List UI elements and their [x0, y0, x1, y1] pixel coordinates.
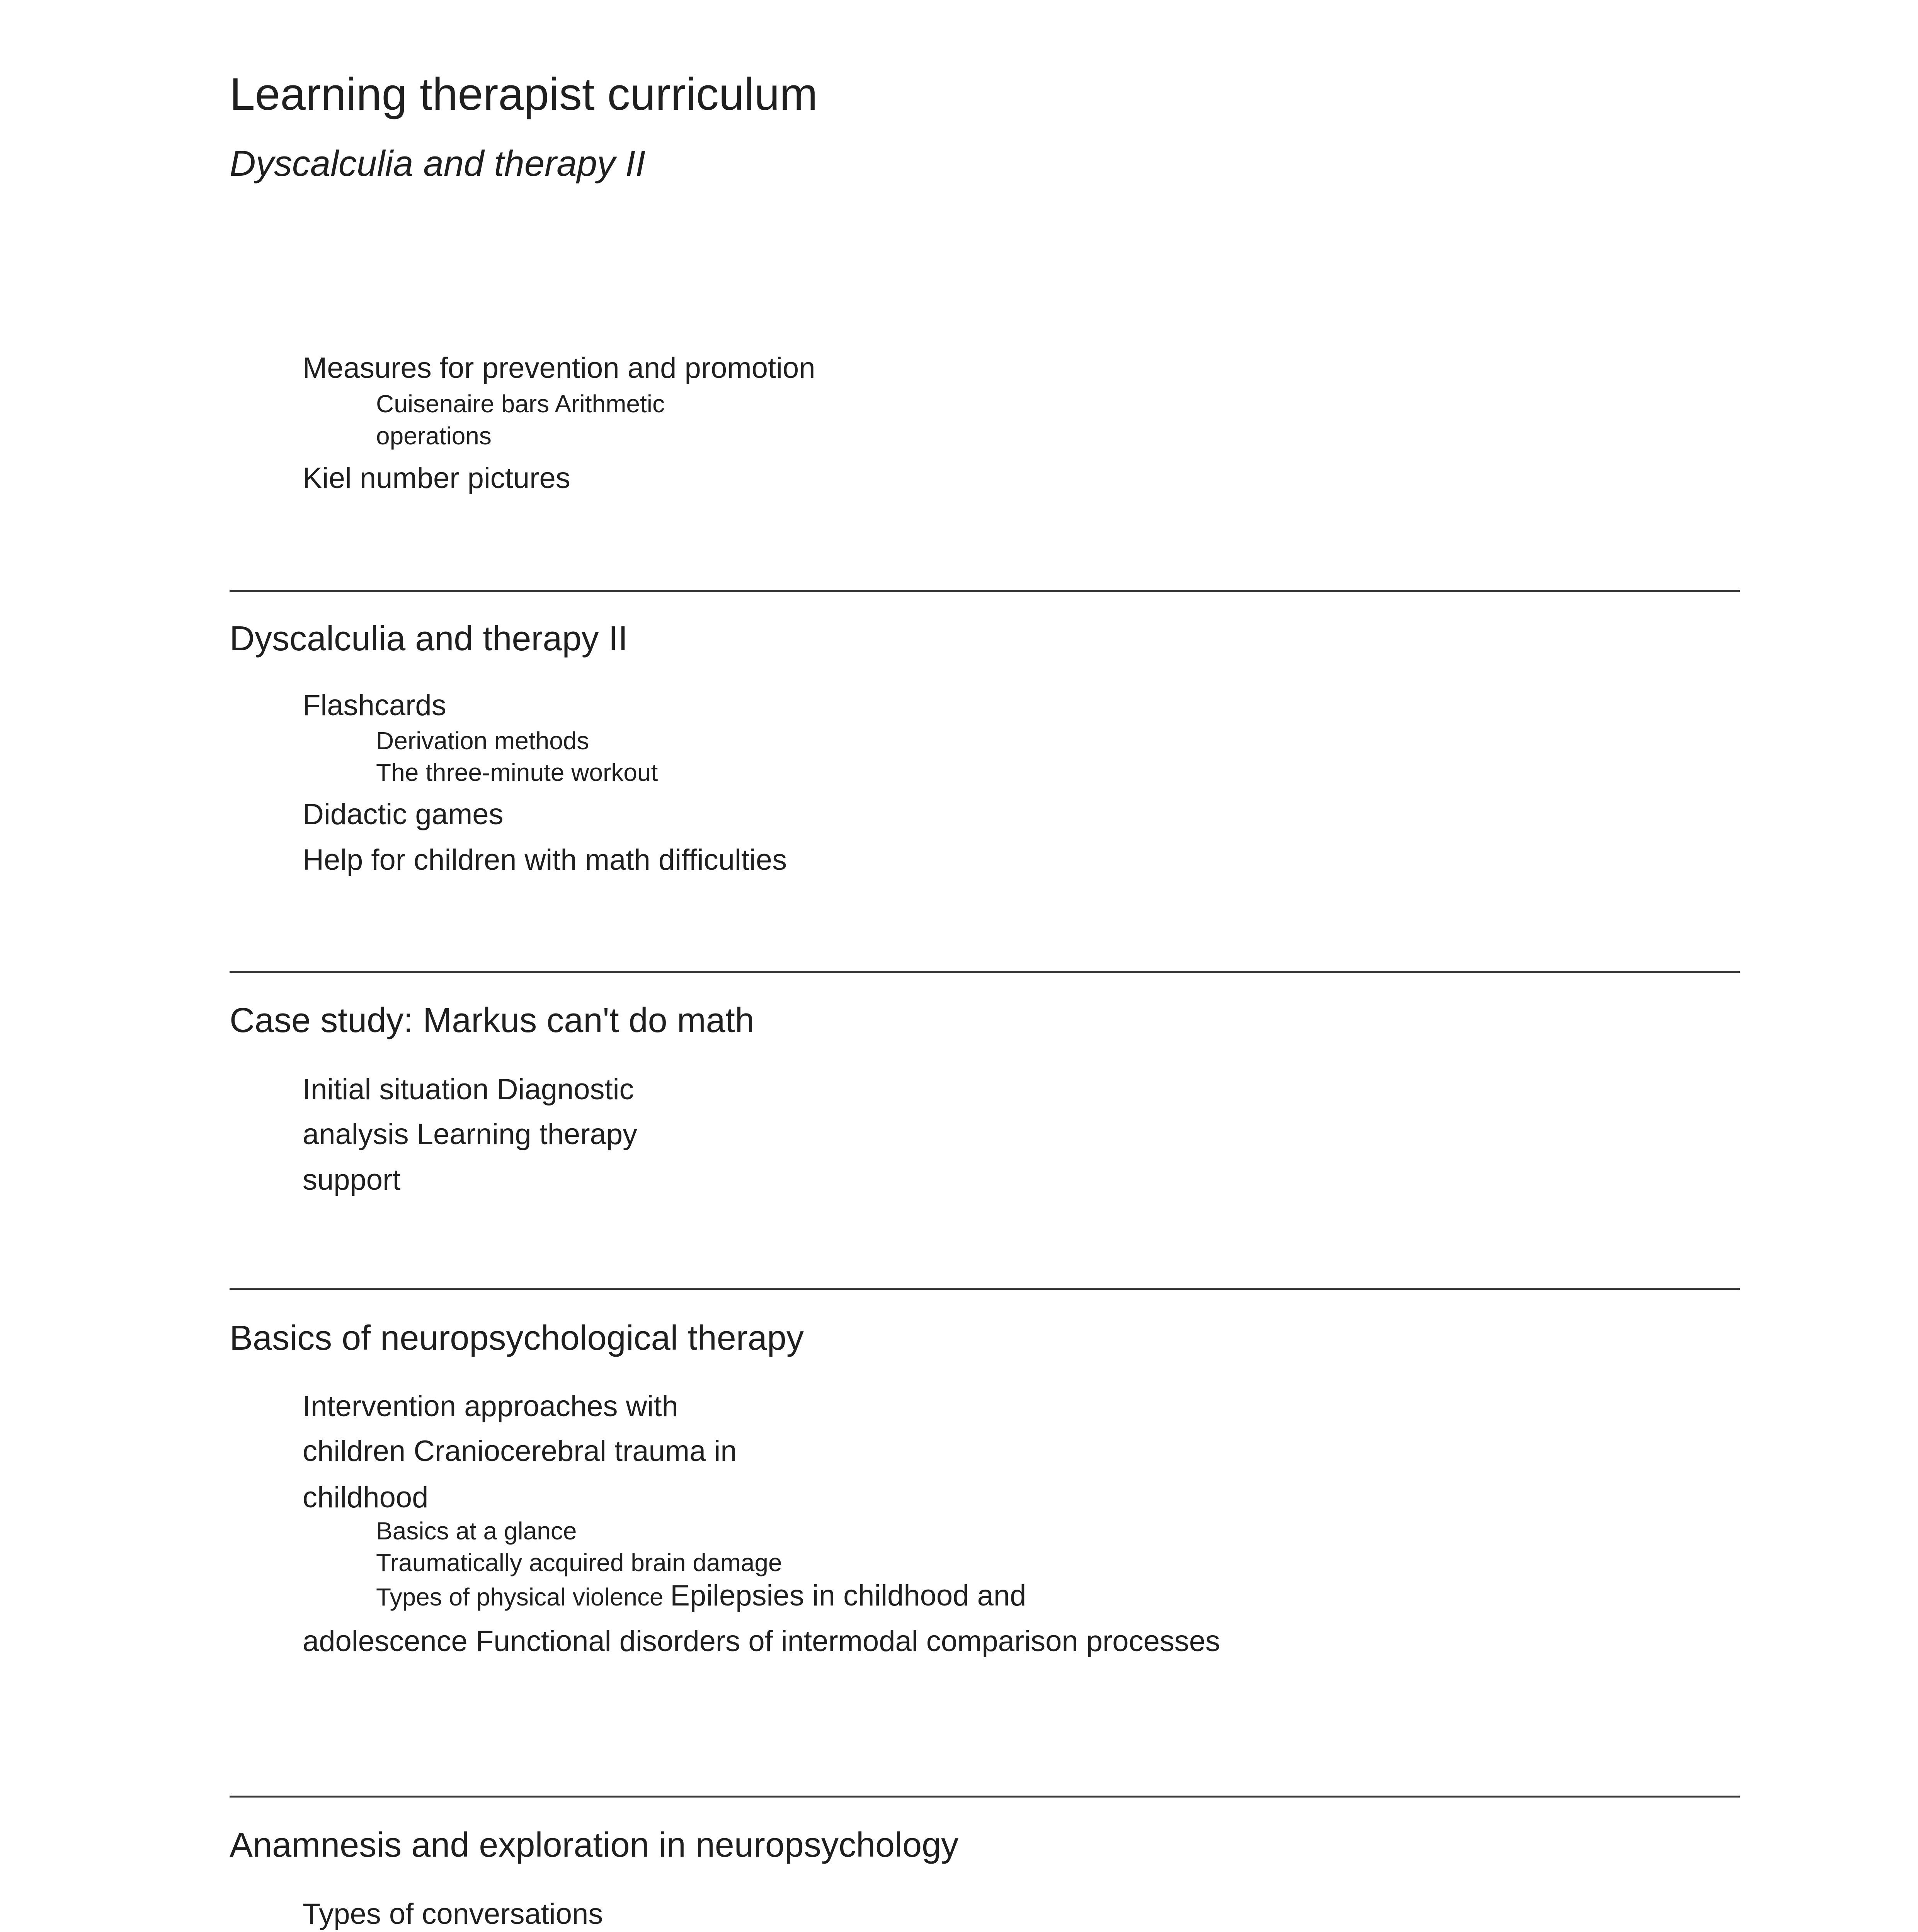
- document-title: Learning therapist curriculum: [230, 69, 818, 120]
- intro-subitem-cuisenaire: Cuisenaire bars Arithmetic: [376, 390, 665, 418]
- list-line: Intervention approaches with: [303, 1390, 678, 1423]
- intro-item-prevention: Measures for prevention and promotion: [303, 352, 815, 384]
- list-subitem-physical-violence: [376, 1581, 1026, 1611]
- section-heading-dyscalculia: Dyscalculia and therapy II: [230, 619, 628, 658]
- list-item-epilepsies: Epilepsies in childhood and: [670, 1579, 1026, 1612]
- list-line: childhood: [303, 1481, 429, 1514]
- list-line: Initial situation Diagnostic: [303, 1073, 634, 1106]
- list-item-help-children: Help for children with math difficulties: [303, 844, 787, 876]
- list-subitem-three-minute: The three-minute workout: [376, 759, 658, 786]
- list-subitem-basics: Basics at a glance: [376, 1517, 577, 1545]
- list-line: analysis Learning therapy: [303, 1118, 638, 1151]
- intro-item-kiel: Kiel number pictures: [303, 462, 570, 495]
- list-subitem-derivation: Derivation methods: [376, 727, 589, 755]
- section-divider: [230, 1288, 1740, 1290]
- section-heading-anamnesis: Anamnesis and exploration in neuropsychology: [230, 1826, 959, 1864]
- section-heading-case-study: Case study: Markus can't do math: [230, 1001, 754, 1040]
- section-divider: [230, 1796, 1740, 1798]
- list-item-conversations: Types of conversations: [303, 1898, 603, 1930]
- list-item-flashcards: Flashcards: [303, 689, 446, 722]
- list-line: adolescence Functional disorders of intermodal comparison processes: [303, 1625, 1220, 1658]
- list-item-didactic-games: Didactic games: [303, 798, 504, 831]
- section-divider: [230, 971, 1740, 973]
- section-divider: [230, 590, 1740, 592]
- list-subitem-text: Types of physical violence: [376, 1583, 664, 1611]
- list-line: support: [303, 1163, 401, 1196]
- list-line: children Craniocerebral trauma in: [303, 1435, 737, 1468]
- section-heading-neuropsychological-therapy: Basics of neuropsychological therapy: [230, 1319, 804, 1357]
- document-subtitle: Dyscalculia and therapy II: [230, 143, 646, 184]
- list-subitem-brain-damage: Traumatically acquired brain damage: [376, 1549, 782, 1577]
- intro-subitem-operations: operations: [376, 422, 492, 450]
